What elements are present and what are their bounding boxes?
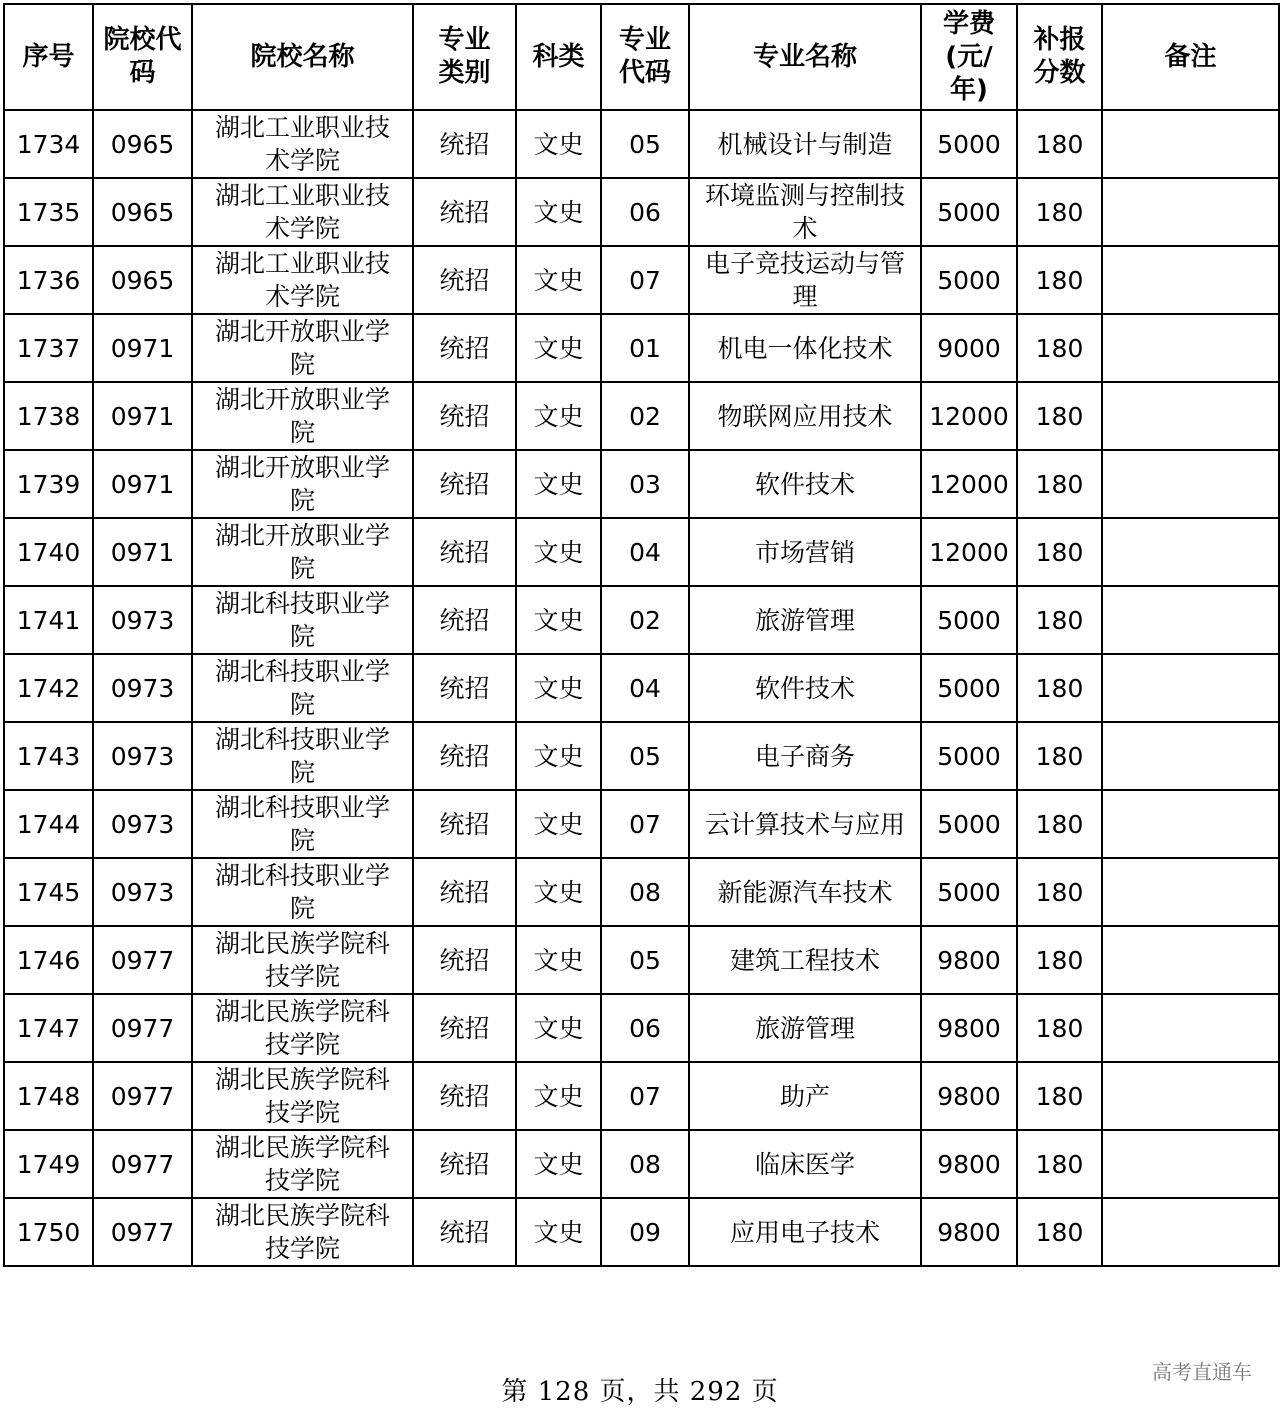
cell-school-name: 湖北工业职业技术学院 [192, 110, 413, 178]
table-header-row [4, 4, 1279, 110]
cell-tuition: 5000 [921, 790, 1017, 858]
cell-tuition: 9800 [921, 926, 1017, 994]
cell-school-name: 湖北民族学院科技学院 [192, 994, 413, 1062]
cell-major-code: 03 [601, 450, 689, 518]
cell-subject: 文史 [516, 1130, 601, 1198]
cell-major-code: 06 [601, 178, 689, 246]
cell-major-code: 05 [601, 110, 689, 178]
cell-remarks [1102, 518, 1279, 586]
header-school-name: 院校名称 [192, 4, 413, 110]
cell-seq: 1735 [4, 178, 93, 246]
cell-remarks [1102, 178, 1279, 246]
table-row [4, 654, 1279, 722]
cell-seq: 1749 [4, 1130, 93, 1198]
header-subject: 科类 [516, 4, 601, 110]
cell-major-name: 新能源汽车技术 [689, 858, 921, 926]
cell-school-code: 0973 [93, 790, 192, 858]
cell-score: 180 [1017, 654, 1102, 722]
cell-seq: 1736 [4, 246, 93, 314]
cell-tuition: 9800 [921, 1062, 1017, 1130]
cell-remarks [1102, 654, 1279, 722]
cell-score: 180 [1017, 178, 1102, 246]
cell-tuition: 12000 [921, 518, 1017, 586]
cell-school-code: 0973 [93, 586, 192, 654]
cell-remarks [1102, 790, 1279, 858]
cell-subject: 文史 [516, 926, 601, 994]
cell-school-code: 0965 [93, 246, 192, 314]
cell-major-name: 旅游管理 [689, 586, 921, 654]
cell-remarks [1102, 586, 1279, 654]
cell-major-category: 统招 [413, 722, 516, 790]
cell-major-code: 05 [601, 722, 689, 790]
table-row [4, 1198, 1279, 1266]
cell-school-code: 0973 [93, 722, 192, 790]
cell-score: 180 [1017, 314, 1102, 382]
cell-seq: 1734 [4, 110, 93, 178]
cell-subject: 文史 [516, 722, 601, 790]
cell-school-name: 湖北工业职业技术学院 [192, 178, 413, 246]
cell-remarks [1102, 722, 1279, 790]
table-row [4, 1130, 1279, 1198]
cell-tuition: 5000 [921, 246, 1017, 314]
cell-major-name: 市场营销 [689, 518, 921, 586]
cell-school-name: 湖北民族学院科技学院 [192, 1130, 413, 1198]
cell-remarks [1102, 994, 1279, 1062]
cell-major-name: 旅游管理 [689, 994, 921, 1062]
cell-major-code: 07 [601, 246, 689, 314]
cell-subject: 文史 [516, 382, 601, 450]
cell-subject: 文史 [516, 790, 601, 858]
cell-major-code: 06 [601, 994, 689, 1062]
cell-seq: 1744 [4, 790, 93, 858]
cell-major-category: 统招 [413, 450, 516, 518]
cell-school-code: 0977 [93, 1130, 192, 1198]
cell-school-name: 湖北民族学院科技学院 [192, 926, 413, 994]
cell-score: 180 [1017, 246, 1102, 314]
cell-school-name: 湖北民族学院科技学院 [192, 1062, 413, 1130]
cell-remarks [1102, 382, 1279, 450]
cell-tuition: 12000 [921, 382, 1017, 450]
cell-subject: 文史 [516, 654, 601, 722]
cell-major-category: 统招 [413, 790, 516, 858]
cell-tuition: 9800 [921, 1198, 1017, 1266]
table-body [4, 110, 1279, 1266]
cell-major-name: 电子商务 [689, 722, 921, 790]
cell-school-code: 0977 [93, 1198, 192, 1266]
cell-major-code: 04 [601, 654, 689, 722]
cell-remarks [1102, 1062, 1279, 1130]
cell-major-category: 统招 [413, 1198, 516, 1266]
cell-score: 180 [1017, 518, 1102, 586]
cell-subject: 文史 [516, 586, 601, 654]
cell-major-category: 统招 [413, 926, 516, 994]
header-major-name: 专业名称 [689, 4, 921, 110]
table-row [4, 518, 1279, 586]
cell-tuition: 9000 [921, 314, 1017, 382]
cell-school-name: 湖北科技职业学院 [192, 858, 413, 926]
header-tuition: 学费(元/年) [921, 4, 1017, 110]
cell-major-category: 统招 [413, 1130, 516, 1198]
admissions-table [3, 3, 1280, 1267]
cell-major-category: 统招 [413, 314, 516, 382]
cell-score: 180 [1017, 994, 1102, 1062]
cell-score: 180 [1017, 790, 1102, 858]
table-row [4, 178, 1279, 246]
cell-tuition: 9800 [921, 994, 1017, 1062]
cell-score: 180 [1017, 722, 1102, 790]
cell-school-name: 湖北科技职业学院 [192, 722, 413, 790]
table-row [4, 858, 1279, 926]
cell-score: 180 [1017, 858, 1102, 926]
cell-school-code: 0971 [93, 314, 192, 382]
cell-major-name: 临床医学 [689, 1130, 921, 1198]
cell-school-code: 0971 [93, 450, 192, 518]
cell-major-code: 09 [601, 1198, 689, 1266]
cell-school-name: 湖北开放职业学院 [192, 382, 413, 450]
cell-subject: 文史 [516, 450, 601, 518]
cell-seq: 1737 [4, 314, 93, 382]
cell-remarks [1102, 110, 1279, 178]
cell-major-name: 云计算技术与应用 [689, 790, 921, 858]
cell-subject: 文史 [516, 314, 601, 382]
cell-school-code: 0977 [93, 926, 192, 994]
cell-school-code: 0977 [93, 994, 192, 1062]
cell-score: 180 [1017, 382, 1102, 450]
cell-tuition: 5000 [921, 654, 1017, 722]
cell-subject: 文史 [516, 518, 601, 586]
cell-tuition: 9800 [921, 1130, 1017, 1198]
cell-major-name: 应用电子技术 [689, 1198, 921, 1266]
cell-major-code: 08 [601, 1130, 689, 1198]
cell-school-name: 湖北科技职业学院 [192, 790, 413, 858]
table-row [4, 1062, 1279, 1130]
table-row [4, 790, 1279, 858]
table-row [4, 450, 1279, 518]
table-row [4, 110, 1279, 178]
cell-seq: 1741 [4, 586, 93, 654]
cell-school-code: 0977 [93, 1062, 192, 1130]
cell-remarks [1102, 246, 1279, 314]
cell-subject: 文史 [516, 246, 601, 314]
cell-score: 180 [1017, 1130, 1102, 1198]
table-row [4, 586, 1279, 654]
cell-major-category: 统招 [413, 858, 516, 926]
cell-seq: 1745 [4, 858, 93, 926]
cell-seq: 1743 [4, 722, 93, 790]
watermark-text: 高考直通车 [1152, 1360, 1252, 1384]
cell-tuition: 5000 [921, 586, 1017, 654]
cell-school-name: 湖北开放职业学院 [192, 314, 413, 382]
cell-school-code: 0965 [93, 178, 192, 246]
cell-major-code: 02 [601, 586, 689, 654]
cell-seq: 1747 [4, 994, 93, 1062]
cell-school-name: 湖北科技职业学院 [192, 586, 413, 654]
cell-seq: 1740 [4, 518, 93, 586]
cell-major-category: 统招 [413, 994, 516, 1062]
cell-major-category: 统招 [413, 586, 516, 654]
cell-score: 180 [1017, 450, 1102, 518]
cell-seq: 1750 [4, 1198, 93, 1266]
table-row [4, 926, 1279, 994]
cell-major-category: 统招 [413, 654, 516, 722]
cell-major-category: 统招 [413, 110, 516, 178]
cell-remarks [1102, 1198, 1279, 1266]
cell-tuition: 5000 [921, 110, 1017, 178]
cell-major-name: 软件技术 [689, 654, 921, 722]
cell-subject: 文史 [516, 1198, 601, 1266]
cell-seq: 1742 [4, 654, 93, 722]
cell-major-code: 02 [601, 382, 689, 450]
cell-school-code: 0971 [93, 518, 192, 586]
cell-subject: 文史 [516, 1062, 601, 1130]
cell-seq: 1748 [4, 1062, 93, 1130]
cell-major-category: 统招 [413, 1062, 516, 1130]
header-major-category: 专业类别 [413, 4, 516, 110]
cell-school-name: 湖北民族学院科技学院 [192, 1198, 413, 1266]
cell-school-code: 0965 [93, 110, 192, 178]
header-score: 补报分数 [1017, 4, 1102, 110]
cell-school-name: 湖北开放职业学院 [192, 450, 413, 518]
cell-major-code: 08 [601, 858, 689, 926]
cell-major-code: 07 [601, 1062, 689, 1130]
cell-subject: 文史 [516, 110, 601, 178]
cell-score: 180 [1017, 926, 1102, 994]
table-row [4, 722, 1279, 790]
cell-score: 180 [1017, 1062, 1102, 1130]
cell-major-category: 统招 [413, 246, 516, 314]
cell-seq: 1746 [4, 926, 93, 994]
cell-major-name: 助产 [689, 1062, 921, 1130]
cell-remarks [1102, 314, 1279, 382]
cell-school-code: 0973 [93, 858, 192, 926]
cell-school-name: 湖北开放职业学院 [192, 518, 413, 586]
header-remarks: 备注 [1102, 4, 1279, 110]
cell-major-name: 物联网应用技术 [689, 382, 921, 450]
table-row [4, 994, 1279, 1062]
cell-major-code: 01 [601, 314, 689, 382]
cell-remarks [1102, 1130, 1279, 1198]
cell-major-code: 04 [601, 518, 689, 586]
cell-tuition: 12000 [921, 450, 1017, 518]
cell-score: 180 [1017, 586, 1102, 654]
cell-remarks [1102, 858, 1279, 926]
cell-major-name: 环境监测与控制技术 [689, 178, 921, 246]
cell-major-code: 05 [601, 926, 689, 994]
cell-major-name: 机电一体化技术 [689, 314, 921, 382]
cell-subject: 文史 [516, 994, 601, 1062]
cell-school-name: 湖北科技职业学院 [192, 654, 413, 722]
cell-score: 180 [1017, 1198, 1102, 1266]
cell-major-code: 07 [601, 790, 689, 858]
cell-major-category: 统招 [413, 382, 516, 450]
table-row [4, 382, 1279, 450]
header-school-code: 院校代码 [93, 4, 192, 110]
cell-subject: 文史 [516, 858, 601, 926]
cell-major-category: 统招 [413, 518, 516, 586]
cell-remarks [1102, 450, 1279, 518]
cell-tuition: 5000 [921, 178, 1017, 246]
table-row [4, 314, 1279, 382]
table-row [4, 246, 1279, 314]
cell-remarks [1102, 926, 1279, 994]
cell-major-name: 软件技术 [689, 450, 921, 518]
page-number: 第 128 页，共 292 页 [501, 1377, 779, 1407]
cell-seq: 1738 [4, 382, 93, 450]
cell-major-name: 建筑工程技术 [689, 926, 921, 994]
cell-school-code: 0973 [93, 654, 192, 722]
cell-tuition: 5000 [921, 722, 1017, 790]
cell-score: 180 [1017, 110, 1102, 178]
header-major-code: 专业代码 [601, 4, 689, 110]
cell-major-name: 电子竞技运动与管理 [689, 246, 921, 314]
cell-tuition: 5000 [921, 858, 1017, 926]
cell-school-name: 湖北工业职业技术学院 [192, 246, 413, 314]
cell-major-name: 机械设计与制造 [689, 110, 921, 178]
cell-seq: 1739 [4, 450, 93, 518]
cell-school-code: 0971 [93, 382, 192, 450]
cell-subject: 文史 [516, 178, 601, 246]
cell-major-category: 统招 [413, 178, 516, 246]
header-seq: 序号 [4, 4, 93, 110]
